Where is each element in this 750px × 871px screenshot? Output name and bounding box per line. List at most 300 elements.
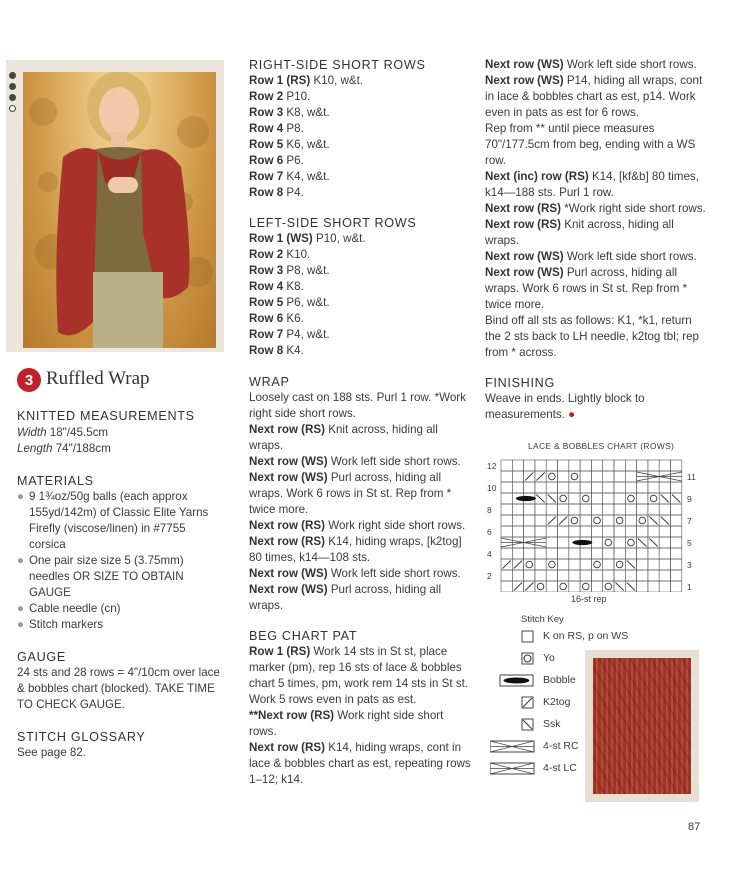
dot-icon: [9, 105, 16, 112]
chart-cell: [603, 460, 614, 471]
chart-cell: [648, 581, 659, 592]
chart-cell: [614, 482, 625, 493]
chart-cell: [637, 504, 648, 515]
dot-icon: [9, 94, 16, 101]
ssk-mark: [627, 583, 635, 591]
chart-cell: [671, 482, 682, 493]
chart-cell: [625, 515, 636, 526]
stitch-glossary-text: See page 82.: [17, 746, 86, 759]
model-photo: [23, 72, 216, 348]
ssk-mark: [616, 583, 624, 591]
chart-cell: [614, 537, 625, 548]
instruction-row: Rep from ** until piece measures 70"/177.5cm from beg, ending with a WS row.: [485, 122, 696, 167]
chart-cell: [671, 537, 682, 548]
chart-grid: [501, 460, 682, 592]
chart-cell: [524, 482, 535, 493]
chart-cell: [535, 526, 546, 537]
chart-cell: [637, 570, 648, 581]
chart-cell: [659, 570, 670, 581]
ssk-mark: [627, 561, 635, 569]
chart-cell: [625, 460, 636, 471]
chart-cell: [603, 548, 614, 559]
chart-cell: [535, 548, 546, 559]
knitted-swatch-photo: [593, 658, 691, 794]
stitch-key-label: 4-st LC: [543, 762, 577, 774]
ssk-icon: [490, 718, 535, 737]
k2tog-mark: [514, 583, 522, 591]
yo-mark: [628, 539, 635, 546]
instruction-row: Next row (WS) Purl across, hiding all wraps.: [249, 583, 442, 612]
chart-cell: [659, 537, 670, 548]
chart-cell: [524, 515, 535, 526]
chart-cell: [671, 526, 682, 537]
circle-icon: [490, 652, 535, 671]
chart-row-label: 3: [687, 560, 692, 570]
chart-cell: [591, 471, 602, 482]
chart-cell: [648, 559, 659, 570]
chart-cell: [558, 460, 569, 471]
instruction-row: Row 2 K10.: [249, 248, 311, 261]
chart-cell: [546, 526, 557, 537]
chart-cell: [614, 471, 625, 482]
chart-cell: [546, 559, 557, 570]
chart-cell: [659, 548, 670, 559]
chart-row-label: 6: [487, 527, 492, 537]
instruction-row: Next row (RS) Work right side short rows.: [249, 519, 466, 532]
chart-cell: [569, 559, 580, 570]
materials-item: ● One pair size size 5 (3.75mm) needles OR SIZE TO OBTAIN GAUGE: [17, 554, 184, 599]
chart-cell: [591, 537, 602, 548]
chart-cell: [512, 526, 523, 537]
yo-mark: [537, 583, 544, 590]
chart-cell: [569, 471, 580, 482]
width-value: 18"/45.5cm: [49, 426, 109, 439]
page-number: 87: [688, 821, 701, 833]
instruction-row: Row 5 P6, w&t.: [249, 296, 330, 309]
chart-cell: [524, 460, 535, 471]
gallery-dots: [9, 72, 16, 116]
stitch-key-label: 4-st RC: [543, 740, 579, 752]
chart-cell: [637, 559, 648, 570]
instruction-row: Next row (RS) K14, hiding wraps, [k2tog] 80 times, k14—108 sts.: [249, 535, 462, 564]
chart-title: LACE & BOBBLES CHART (ROWS): [528, 441, 675, 451]
cable-rc-icon: [490, 740, 535, 759]
chart-cell: [603, 537, 614, 548]
instruction-row: Next row (WS) Work left side short rows.: [249, 455, 461, 468]
pattern-number-badge: 3: [17, 368, 41, 392]
chart-row-label: 10: [487, 483, 497, 493]
chart-cell: [580, 515, 591, 526]
chart-cell: [637, 493, 648, 504]
chart-cell: [637, 515, 648, 526]
chart-cell: [637, 548, 648, 559]
chart-cell: [546, 570, 557, 581]
instruction-row: Row 7 P4, w&t.: [249, 328, 330, 341]
yo-mark: [582, 495, 589, 502]
chart-cell: [603, 559, 614, 570]
chart-cell: [546, 471, 557, 482]
instruction-row: Row 3 P8, w&t.: [249, 264, 330, 277]
stitch-key-label: Yo: [543, 652, 555, 664]
yo-mark: [605, 539, 612, 546]
chart-cell: [558, 526, 569, 537]
instruction-row: Row 4 P8.: [249, 122, 304, 135]
lace-bobbles-chart: [500, 459, 683, 592]
chart-cell: [625, 526, 636, 537]
instruction-row: Row 2 P10.: [249, 90, 311, 103]
instruction-row: Row 1 (RS) K10, w&t.: [249, 74, 364, 87]
yo-mark: [526, 561, 533, 568]
instruction-row: Next row (RS) Knit across, hiding all wraps.: [485, 218, 674, 247]
chart-cell: [625, 504, 636, 515]
k2tog-mark: [514, 561, 522, 569]
chart-cell: [591, 482, 602, 493]
chart-cell: [614, 515, 625, 526]
chart-cell: [648, 548, 659, 559]
ssk-mark: [661, 517, 669, 525]
chart-cell: [671, 570, 682, 581]
chart-cell: [524, 559, 535, 570]
chart-cell: [501, 460, 512, 471]
chart-cell: [591, 526, 602, 537]
chart-cell: [648, 493, 659, 504]
pattern-title: Ruffled Wrap: [46, 368, 150, 389]
yo-mark: [560, 495, 567, 502]
knitted-measurements-heading: KNITTED MEASUREMENTS: [17, 409, 195, 423]
bobble-icon: [490, 674, 535, 693]
chart-cell: [501, 471, 512, 482]
stitch-key-title: Stitch Key: [521, 614, 564, 625]
chart-cell: [569, 548, 580, 559]
chart-cell: [535, 504, 546, 515]
cable-lc-icon: [490, 762, 535, 781]
chart-cell: [512, 482, 523, 493]
chart-cell: [524, 526, 535, 537]
chart-cell: [501, 504, 512, 515]
chart-cell: [501, 581, 512, 592]
chart-cell: [580, 526, 591, 537]
beg-chart-row1: Row 1 (RS) Work 14 sts in St st, place marker (pm), rep 16 sts of lace & bobbles chart 5 times, pm, work rem 14 sts in St st. Work 5 rows even in pats as est.: [249, 645, 469, 706]
chart-cell: [569, 570, 580, 581]
yo-mark: [639, 517, 646, 524]
chart-cell: [603, 526, 614, 537]
chart-cell: [603, 493, 614, 504]
materials-item: ● Stitch markers: [17, 618, 104, 631]
chart-cell: [501, 515, 512, 526]
materials-heading: MATERIALS: [17, 474, 94, 488]
chart-cell: [637, 526, 648, 537]
k2tog-mark: [503, 561, 511, 569]
stitch-key-label: K on RS, p on WS: [543, 630, 629, 642]
chart-cell: [614, 526, 625, 537]
chart-row-label: 4: [487, 549, 492, 559]
yo-mark: [616, 561, 623, 568]
chart-cell: [580, 471, 591, 482]
chart-cell: [614, 559, 625, 570]
chart-cell: [580, 559, 591, 570]
ssk-mark: [536, 495, 544, 503]
chart-row-label: 5: [687, 538, 692, 548]
chart-cell: [659, 504, 670, 515]
chart-cell: [558, 548, 569, 559]
chart-cell: [659, 482, 670, 493]
chart-cell: [558, 493, 569, 504]
chart-cell: [580, 460, 591, 471]
chart-cell: [546, 537, 557, 548]
dot-icon: [9, 83, 16, 90]
empty-square-icon: [490, 630, 535, 649]
k2tog-mark: [559, 517, 567, 525]
k2tog-icon: [490, 696, 535, 715]
instruction-row: Next (inc) row (RS) K14, [kf&b] 80 times, k14—188 sts. Purl 1 row.: [485, 170, 699, 199]
chart-cell: [591, 504, 602, 515]
chart-cell: [535, 559, 546, 570]
chart-cell: [535, 581, 546, 592]
chart-cell: [546, 482, 557, 493]
chart-cell: [512, 460, 523, 471]
instruction-row: Next row (WS) Work left side short rows.: [249, 567, 461, 580]
chart-cell: [603, 515, 614, 526]
chart-cell: [501, 526, 512, 537]
chart-cell: [603, 482, 614, 493]
chart-cell: [591, 581, 602, 592]
chart-cell: [501, 482, 512, 493]
chart-cell: [591, 570, 602, 581]
chart-cell: [558, 537, 569, 548]
wrap-intro: Loosely cast on 188 sts. Purl 1 row. *Work right side short rows.: [249, 391, 466, 420]
chart-cell: [625, 570, 636, 581]
chart-cell: [671, 504, 682, 515]
beg-chart-heading: BEG CHART PAT: [249, 629, 358, 643]
chart-cell: [591, 493, 602, 504]
yo-mark: [549, 561, 556, 568]
chart-cell: [648, 570, 659, 581]
chart-cell: [591, 460, 602, 471]
beg-chart-star-row: **Next row (RS) Work right side short rows.: [249, 709, 444, 738]
instruction-row: Next row (RS) *Work right side short rows.: [485, 202, 706, 215]
bobble-mark: [516, 496, 536, 501]
materials-item: ● Cable needle (cn): [17, 602, 121, 615]
chart-cell: [637, 460, 648, 471]
chart-cell: [648, 482, 659, 493]
k2tog-mark: [525, 473, 533, 481]
instruction-row: Row 3 K8, w&t.: [249, 106, 330, 119]
chart-cell: [637, 581, 648, 592]
chart-cell: [546, 548, 557, 559]
chart-cell: [614, 570, 625, 581]
column-instructions-1: [249, 57, 473, 788]
instruction-row: Row 7 K4, w&t.: [249, 170, 330, 183]
chart-cell: [625, 493, 636, 504]
chart-cell: [614, 460, 625, 471]
instruction-row: Next row (WS) P14, hiding all wraps, cont in lace & bobbles chart as est, p14. Work even in pats as est for 6 rows.: [485, 74, 703, 119]
wrap-heading: WRAP: [249, 375, 290, 389]
column-materials: [17, 408, 222, 761]
k2tog-mark: [525, 583, 533, 591]
chart-cell: [671, 460, 682, 471]
k2tog-mark: [548, 517, 556, 525]
yo-mark: [594, 561, 601, 568]
chart-cell: [512, 515, 523, 526]
yo-mark: [560, 583, 567, 590]
ssk-mark: [649, 517, 657, 525]
chart-cell: [512, 548, 523, 559]
end-mark-icon: ●: [568, 408, 576, 421]
chart-cell: [558, 471, 569, 482]
chart-row-label: 12: [487, 461, 497, 471]
instruction-row: Row 8 P4.: [249, 186, 304, 199]
column-instructions-2: [485, 57, 707, 423]
chart-cell: [603, 504, 614, 515]
chart-cell: [569, 482, 580, 493]
chart-cell: [558, 482, 569, 493]
chart-row-label: 7: [687, 516, 692, 526]
chart-cell: [524, 504, 535, 515]
repeat-label: 16-st rep: [571, 594, 607, 604]
chart-cell: [569, 493, 580, 504]
chart-cell: [625, 548, 636, 559]
chart-cell: [625, 537, 636, 548]
chart-cell: [659, 460, 670, 471]
ssk-mark: [661, 495, 669, 503]
chart-cell: [535, 482, 546, 493]
chart-cell: [546, 460, 557, 471]
chart-cell: [591, 515, 602, 526]
chart-cell: [569, 581, 580, 592]
yo-mark: [582, 583, 589, 590]
ls-short-rows-heading: LEFT-SIDE SHORT ROWS: [249, 216, 417, 230]
ssk-mark: [548, 495, 556, 503]
chart-cell: [524, 570, 535, 581]
chart-cell: [512, 471, 523, 482]
chart-cell: [659, 559, 670, 570]
chart-cell: [524, 548, 535, 559]
chart-cell: [546, 504, 557, 515]
gauge-text: 24 sts and 28 rows = 4"/10cm over lace & bobbles chart (blocked). TAKE TIME TO CHECK GAUGE.: [17, 666, 220, 711]
chart-cell: [569, 504, 580, 515]
yo-mark: [628, 495, 635, 502]
gauge-heading: GAUGE: [17, 650, 66, 664]
chart-cell: [648, 526, 659, 537]
instruction-row: Row 6 P6.: [249, 154, 304, 167]
chart-cell: [659, 526, 670, 537]
chart-cell: [614, 493, 625, 504]
dot-icon: [9, 72, 16, 79]
chart-cell: [580, 570, 591, 581]
yo-mark: [594, 517, 601, 524]
chart-row-label: 9: [687, 494, 692, 504]
chart-cell: [648, 504, 659, 515]
finishing-heading: FINISHING: [485, 376, 555, 390]
width-label: Width: [17, 426, 47, 439]
ssk-mark: [649, 539, 657, 547]
ssk-mark: [638, 539, 646, 547]
chart-cell: [671, 548, 682, 559]
yo-mark: [616, 517, 623, 524]
chart-cell: [580, 493, 591, 504]
chart-cell: [558, 504, 569, 515]
chart-cell: [512, 504, 523, 515]
chart-cell: [614, 504, 625, 515]
chart-cell: [580, 581, 591, 592]
length-value: 74"/188cm: [55, 442, 111, 455]
chart-cell: [625, 482, 636, 493]
chart-cell: [671, 559, 682, 570]
chart-cell: [512, 570, 523, 581]
stitch-key-label: Bobble: [543, 674, 576, 686]
beg-chart-next-row: Next row (RS) K14, hiding wraps, cont in lace & bobbles chart as est, repeating rows 1–12; k14.: [249, 741, 471, 786]
instruction-row: Row 1 (WS) P10, w&t.: [249, 232, 366, 245]
chart-cell: [546, 581, 557, 592]
chart-cell: [671, 515, 682, 526]
materials-item: ● 9 1¾oz/50g balls (each approx 155yd/142m) of Classic Elite Yarns Firefly (viscose/linen) in #7755 corsica: [17, 490, 209, 551]
instruction-row: Next row (RS) Knit across, hiding all wraps.: [249, 423, 438, 452]
instruction-row: Next row (WS) Purl across, hiding all wraps. Work 6 rows in St st. Rep from * twice more.: [249, 471, 452, 516]
chart-cell: [569, 515, 580, 526]
k2tog-mark: [536, 473, 544, 481]
rs-short-rows-heading: RIGHT-SIDE SHORT ROWS: [249, 58, 426, 72]
yo-mark: [571, 517, 578, 524]
instruction-row: Next row (WS) Purl across, hiding all wraps. Work 6 rows in St st. Rep from * twice more.: [485, 266, 688, 311]
chart-cell: [580, 482, 591, 493]
finishing-text: Weave in ends. Lightly block to measurements. ●: [485, 392, 645, 421]
yo-mark: [571, 473, 578, 480]
chart-cell: [569, 526, 580, 537]
instruction-row: Row 5 K6, w&t.: [249, 138, 330, 151]
chart-cell: [501, 570, 512, 581]
model-illustration: [23, 72, 216, 348]
yo-mark: [605, 583, 612, 590]
chart-row-label: 8: [487, 505, 492, 515]
chart-cell: [603, 581, 614, 592]
chart-cell: [558, 559, 569, 570]
chart-cell: [603, 471, 614, 482]
instruction-row: Row 6 K6.: [249, 312, 304, 325]
chart-cell: [558, 570, 569, 581]
instruction-row: Row 8 K4.: [249, 344, 304, 357]
ssk-mark: [672, 495, 680, 503]
yo-mark: [549, 473, 556, 480]
chart-cell: [535, 460, 546, 471]
chart-cell: [591, 548, 602, 559]
stitch-key-label: K2tog: [543, 696, 571, 708]
chart-row-label: 1: [687, 582, 692, 592]
chart-cell: [603, 570, 614, 581]
chart-cell: [535, 570, 546, 581]
chart-cell: [614, 548, 625, 559]
stitch-key-label: Ssk: [543, 718, 561, 730]
stitch-glossary-heading: STITCH GLOSSARY: [17, 730, 146, 744]
chart-cell: [659, 581, 670, 592]
chart-cell: [501, 548, 512, 559]
chart-cell: [591, 559, 602, 570]
chart-cell: [671, 581, 682, 592]
chart-cell: [558, 581, 569, 592]
chart-cell: [569, 460, 580, 471]
chart-cell: [580, 548, 591, 559]
chart-row-label: 2: [487, 571, 492, 581]
instruction-row: Row 4 K8.: [249, 280, 304, 293]
chart-cell: [535, 515, 546, 526]
instruction-row: Next row (WS) Work left side short rows.: [485, 58, 697, 71]
chart-row-label: 11: [687, 472, 696, 482]
chart-cell: [625, 471, 636, 482]
bobble-mark: [572, 540, 592, 545]
chart-cell: [580, 504, 591, 515]
chart-cell: [648, 460, 659, 471]
chart-cell: [637, 482, 648, 493]
yo-mark: [650, 495, 657, 502]
